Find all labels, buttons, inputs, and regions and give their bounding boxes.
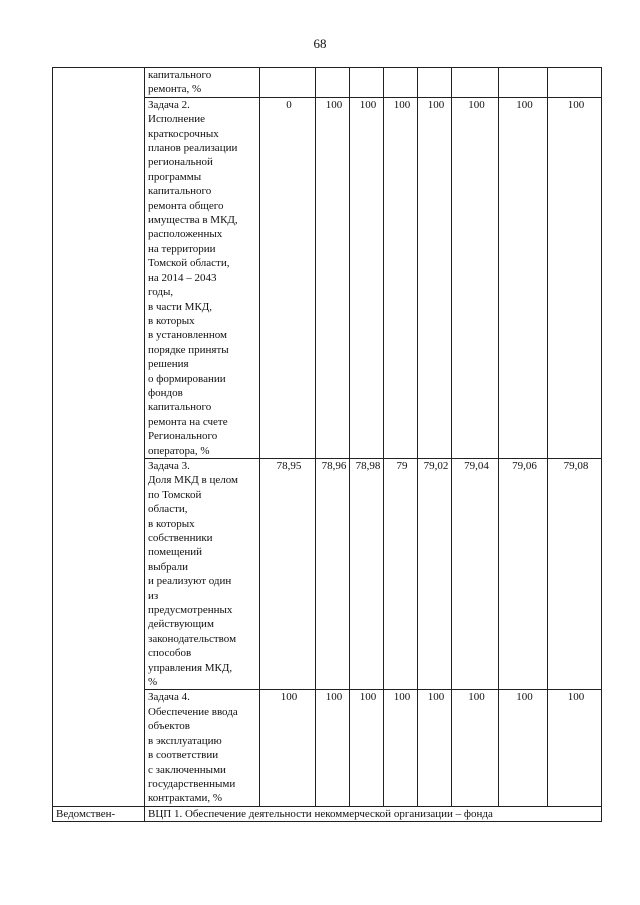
value-cell: 100: [499, 690, 548, 806]
value-cell: 100: [452, 97, 499, 458]
value-cell: 79,08: [548, 458, 602, 690]
value-cell: 100: [350, 97, 384, 458]
value-cell: 79,04: [452, 458, 499, 690]
value-cell: [548, 68, 602, 98]
table-body: [53, 68, 602, 822]
value-cell: 79,06: [499, 458, 548, 690]
indicator-description: Задача 4. Обеспечение ввода объектов в эксплуатацию в соответствии с заключенными государственными контрактами, %: [145, 690, 260, 806]
page-number: 68: [313, 36, 327, 51]
value-cell: 79: [384, 458, 418, 690]
value-cell: [260, 68, 316, 98]
indicator-description: Задача 2. Исполнение краткосрочных планов реализации региональной программы капитального ремонта общего имущества в МКД, расположенных на территории Томской области, на 2014 – 2043 годы, в части МКД, в которых в установленном порядке приняты решения о формировании фондов капитального ремонта на счете Регионального оператора, %: [145, 97, 260, 458]
program-type-label: Ведомствен-: [53, 806, 145, 821]
value-cell: 100: [452, 690, 499, 806]
value-cell: 100: [418, 97, 452, 458]
value-cell: [418, 68, 452, 98]
table-row: [53, 68, 602, 98]
value-cell: 100: [350, 690, 384, 806]
table-row: [53, 806, 602, 821]
value-cell: 100: [548, 690, 602, 806]
value-cell: 100: [316, 690, 350, 806]
value-cell: 100: [548, 97, 602, 458]
value-cell: 79,02: [418, 458, 452, 690]
program-title: ВЦП 1. Обеспечение деятельности некоммерческой организации – фонда: [145, 806, 602, 821]
indicators-table: [52, 67, 602, 822]
value-cell: 100: [384, 97, 418, 458]
value-cell: 100: [384, 690, 418, 806]
value-cell: 100: [260, 690, 316, 806]
value-cell: 100: [499, 97, 548, 458]
value-cell: 78,96: [316, 458, 350, 690]
value-cell: [499, 68, 548, 98]
value-cell: 78,98: [350, 458, 384, 690]
value-cell: [350, 68, 384, 98]
indicator-description: Задача 3. Доля МКД в целом по Томской области, в которых собственники помещений выбрали и реализуют один из предусмотренных действующим законодательством способов управления МКД, %: [145, 458, 260, 690]
value-cell: [384, 68, 418, 98]
indicator-description: капитального ремонта, %: [145, 68, 260, 98]
value-cell: [452, 68, 499, 98]
program-cell: [53, 68, 145, 807]
value-cell: 0: [260, 97, 316, 458]
value-cell: 100: [316, 97, 350, 458]
value-cell: 78,95: [260, 458, 316, 690]
value-cell: [316, 68, 350, 98]
value-cell: 100: [418, 690, 452, 806]
